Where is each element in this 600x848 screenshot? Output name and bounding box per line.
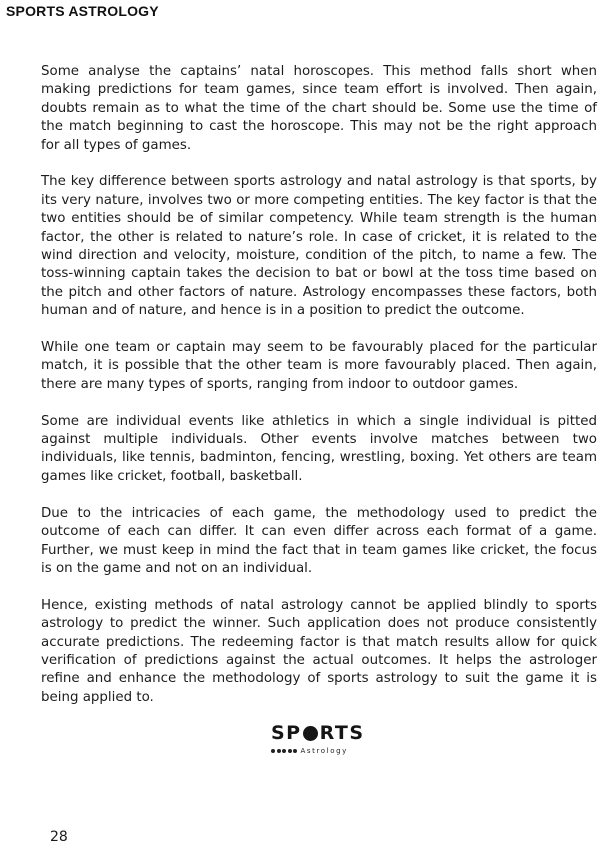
logo-word-start: SP: [271, 722, 302, 744]
paragraph: The key difference between sports astrology and natal astrology is that sports, by its very nature, involves two or more competing entities. The key factor is that the two entities should be of similar competency. While team strength is the human factor, the other is related to nature’s role. In case of cricket, it is related to the wind direction and velocity, moisture, condition of the pitch, to name a few. The toss-winning captain takes the decision to bat or bowl at the toss time based on the pitch and other factors of nature. Astrology encompasses these factors, both human and of nature, and hence is in a position to predict the outcome.: [41, 174, 597, 319]
page-number: 28: [50, 829, 68, 845]
sports-astrology-logo: [271, 722, 371, 756]
paragraph: While one team or captain may seem to be favourably placed for the particular match, it is possible that the other team is more favourably placed. Then again, there are many types of sports, ranging from indoor to outdoor games.: [41, 340, 597, 392]
paragraph: Due to the intricacies of each game, the methodology used to predict the outcome of each can differ. It can even differ across each format of a game. Further, we must keep in mind the fact that in team games like cricket, the focus is on the game and not on an individual.: [41, 505, 597, 576]
paragraph: Hence, existing methods of natal astrology cannot be applied blindly to sports astrology to predict the winner. Such application does not produce consistently accurate predictions. The redeeming factor is that match results allow for quick verification of predictions against the actual outcomes. It helps the astrologer refine and enhance the methodology of sports astrology to suit the game it is being applied to.: [41, 597, 597, 705]
paragraph: Some analyse the captains’ natal horoscopes. This method falls short when making predictions for team games, since team effort is involved. Then again, doubts remain as to what the time of the chart should be. Some use the time of the match beginning to cast the horoscope. This may not be the right approach for all types of games.: [41, 64, 597, 153]
paragraph: Some are individual events like athletics in which a single individual is pitted against multiple individuals. Other events involve matches between two individuals, like tennis, badminton, fencing, wrestling, boxing. Yet others are team games like cricket, football, basketball.: [41, 413, 597, 484]
logo-subline: [271, 746, 371, 756]
body-text: [41, 63, 597, 726]
ball-icon: [303, 726, 318, 741]
dots-icon: [271, 749, 299, 753]
logo-wordmark: [271, 722, 371, 744]
running-head-title: SPORTS ASTROLOGY: [6, 3, 159, 19]
logo-tagline: Astrology: [300, 747, 348, 755]
logo-word-end: RTS: [319, 722, 365, 744]
